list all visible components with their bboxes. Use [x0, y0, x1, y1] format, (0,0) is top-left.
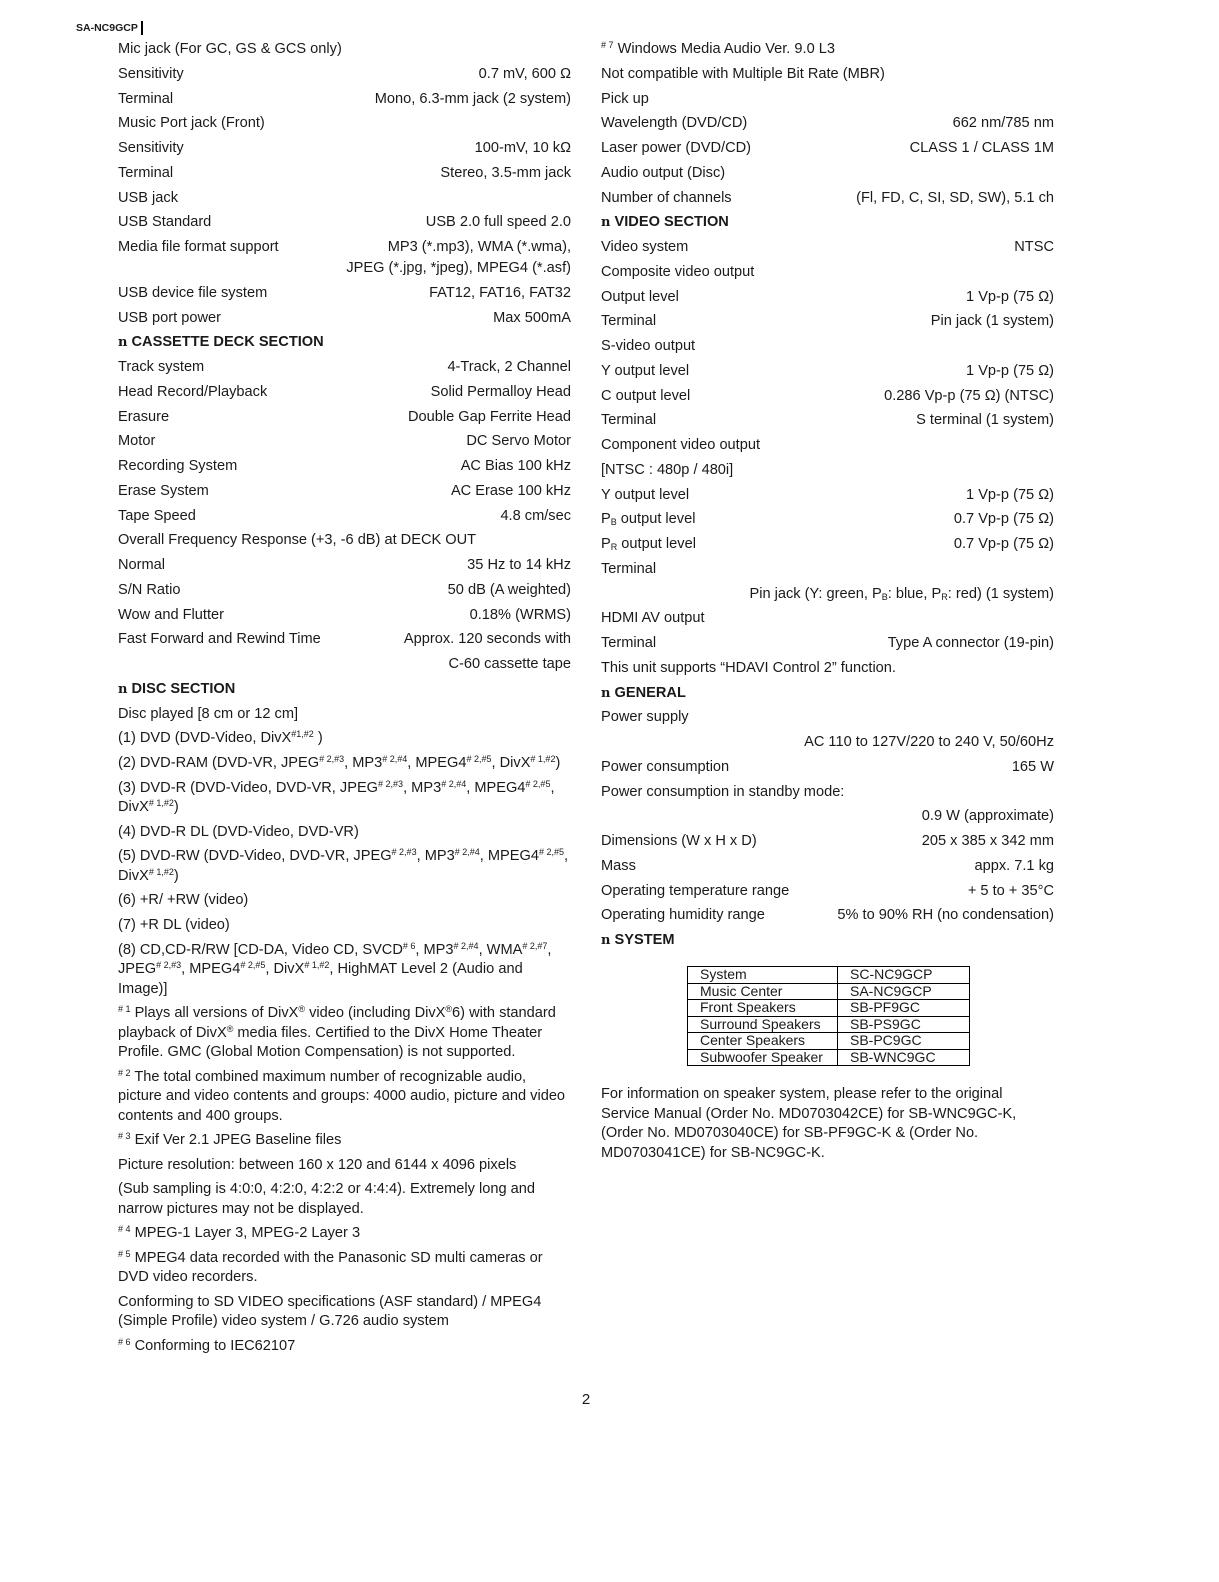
table-row: Subwoofer Speaker SB-WNC9GC	[688, 1049, 970, 1066]
spec-row: Sensitivity 0.7 mV, 600 Ω	[118, 65, 571, 82]
spec-row: Y output level 1 Vp-p (75 Ω)	[601, 362, 1054, 379]
spec-row: Wavelength (DVD/CD) 662 nm/785 nm	[601, 115, 1054, 132]
power-supply-title: Power supply	[601, 709, 689, 726]
footnote-6: $^{\# 6}$ Conforming to IEC62107	[118, 1336, 296, 1354]
spec-row: Video system NTSC	[601, 239, 1054, 255]
component-format: [NTSC : 480p / 480i]	[601, 461, 734, 478]
spec-row: Tape Speed 4.8 cm/sec	[118, 507, 571, 524]
disc-item: (3) DVD-R (DVD-Video, DVD-VR, $JPEG^{\# 2,\#3}$, $MP3^{\# 2,\#4}$, $MPEG4^{\# 2,\#5}$, DivX$^{\# 1,\#2}$)	[118, 778, 555, 815]
audio-output-title: Audio output (Disc)	[601, 164, 726, 181]
disc-item: (2) DVD-RAM (DVD-VR, $JPEG^{\# 2,\#3}$, $MP3^{\# 2,\#4}$, $MPEG4^{\# 2,\#5}$, DivX$^{\# 1,\#2}$)	[118, 754, 561, 771]
video-section-heading: n VIDEO SECTION	[601, 214, 729, 231]
footnote-1: $^{\# 1}$ Plays all versions of DivX® video (including DivX®6) with standard playback of DivX® media files. Certified to the DivX Home Theater Profile. GMC (Global Motion Compensation) is not supported.	[118, 1004, 556, 1061]
svideo-title: S-video output	[601, 338, 696, 354]
spec-row: $P_R$ output level 0.7 Vp-p (75 Ω)	[601, 536, 1054, 552]
spec-row: Recording System AC Bias 100 kHz	[118, 458, 571, 474]
spec-row: Sensitivity 100-mV, 10 kΩ	[118, 140, 571, 156]
spec-row: Power consumption 165 W	[601, 758, 1054, 775]
freq-response-title: Overall Frequency Response (+3, -6 dB) at DECK OUT	[118, 532, 477, 549]
disc-item: (7) +R DL (video)	[118, 917, 230, 933]
system-section-heading: n SYSTEM	[601, 932, 675, 948]
disc-item: (6) +R/ +RW (video)	[118, 892, 249, 909]
general-section-heading: n GENERAL	[601, 684, 686, 701]
table-row: Front Speakers SB-PF9GC	[688, 1000, 970, 1017]
spec-row: S/N Ratio 50 dB (A weighted)	[118, 581, 571, 598]
section-bullet-icon: n	[601, 215, 611, 231]
disc-item: (1) DVD (DVD-Video, DivX$^{\#1,\#2}$ )	[118, 729, 323, 747]
footnote-5: $^{\# 5}$ MPEG4 data recorded with the Panasonic SD multi cameras or DVD video recorders.	[118, 1248, 543, 1286]
system-table	[687, 966, 970, 1066]
power-supply-value: AC 110 to 127V/220 to 240 V, 50/60Hz	[804, 734, 1054, 750]
music-port-title: Music Port jack (Front)	[118, 115, 265, 132]
spec-row: Erasure Double Gap Ferrite Head	[118, 408, 571, 425]
spec-row: $P_B$ output level 0.7 Vp-p (75 Ω)	[601, 511, 1054, 528]
footnote-5-conforming: Conforming to SD VIDEO specifications (ASF standard) / MPEG4 (Simple Profile) video system / G.726 audio system	[118, 1293, 542, 1330]
spec-row-continued: JPEG (*.jpg, *jpeg), MPEG4 (*.asf)	[346, 260, 571, 276]
model-tag: SA-NC9GCP	[76, 21, 143, 35]
disc-item: (8) CD,CD-R/RW [CD-DA, Video CD, SVCD$^{\# 6}$, $MP3^{\# 2,\#4}$, $WMA^{\# 2,\#7}$, $JPEG^{\# 2,\#3}$, $MPEG4^{\# 2,\#5}$, DivX$^{\# 1,\#2}$, HighMAT Level 2 (Audio and Image)]	[118, 940, 552, 997]
spec-row: Wow and Flutter 0.18% (WRMS)	[118, 606, 571, 623]
footnote-3-sampling: (Sub sampling is 4:0:0, 4:2:0, 4:2:2 or 4:4:4). Extremely long and narrow pictures may not be displayed.	[118, 1181, 535, 1217]
spec-row: Terminal Stereo, 3.5-mm jack	[118, 164, 571, 181]
spec-row: Terminal Pin jack (1 system)	[601, 313, 1054, 330]
spec-row: Laser power (DVD/CD) CLASS 1 / CLASS 1M	[601, 140, 1054, 156]
mbr-note: Not compatible with Multiple Bit Rate (MBR)	[601, 65, 885, 82]
spec-row: Terminal S terminal (1 system)	[601, 412, 1054, 429]
spec-row: Head Record/Playback Solid Permalloy Head	[118, 383, 571, 400]
component-terminal-value: Pin jack (Y: green, $P_B$: blue, $P_R$: red) (1 system)	[749, 585, 1054, 602]
disc-played: Disc played [8 cm or 12 cm]	[118, 705, 299, 722]
spec-row: C output level 0.286 Vp-p (75 Ω) (NTSC)	[601, 387, 1054, 404]
composite-title: Composite video output	[601, 263, 755, 280]
spec-row: USB device file system FAT12, FAT16, FAT32	[118, 284, 571, 301]
disc-item: (4) DVD-R DL (DVD-Video, DVD-VR)	[118, 823, 359, 840]
table-row: System SC-NC9GCP	[688, 967, 970, 984]
disc-section-heading: n DISC SECTION	[118, 680, 236, 697]
speaker-info-note: For information on speaker system, please refer to the original Service Manual (Order No. MD0703042CE) for SB-WNC9GC-K, (Order No. MD0703040CE) for SB-PF9GC-K & (Order No. MD0703041CE) for SB-NC9GC-K.	[601, 1086, 1017, 1161]
standby-title: Power consumption in standby mode:	[601, 783, 845, 800]
spec-row: USB port power Max 500mA	[118, 309, 571, 326]
table-row: Music Center SA-NC9GCP	[688, 983, 970, 1000]
spec-row: Fast Forward and Rewind Time Approx. 120 seconds with	[118, 631, 571, 648]
spec-row: Media file format support MP3 (*.mp3), WMA (*.wma),	[118, 239, 571, 255]
pickup-title: Pick up	[601, 90, 649, 107]
spec-row: Terminal Type A connector (19-pin)	[601, 635, 1054, 651]
section-bullet-icon: n	[601, 685, 611, 701]
spec-row: Terminal Mono, 6.3-mm jack (2 system)	[118, 90, 571, 107]
section-bullet-icon: n	[118, 335, 128, 351]
spec-row: Output level 1 Vp-p (75 Ω)	[601, 288, 1054, 305]
cassette-section-heading: n CASSETTE DECK SECTION	[118, 334, 324, 351]
spec-row: Operating temperature range + 5 to + 35°C	[601, 882, 1054, 899]
table-row: Center Speakers SB-PC9GC	[688, 1033, 970, 1050]
spec-row: Number of channels (Fl, FD, C, SI, SD, SW), 5.1 ch	[601, 189, 1054, 206]
usb-jack-title: USB jack	[118, 189, 179, 206]
footnote-4: $^{\# 4}$ MPEG-1 Layer 3, MPEG-2 Layer 3	[118, 1224, 361, 1242]
standby-value: 0.9 W (approximate)	[921, 808, 1054, 825]
spec-row: Mass appx. 7.1 kg	[601, 857, 1054, 874]
spec-row: Operating humidity range 5% to 90% RH (no condensation)	[601, 907, 1054, 924]
spec-row: Y output level 1 Vp-p (75 Ω)	[601, 486, 1054, 503]
section-bullet-icon: n	[601, 933, 611, 948]
table-row: Surround Speakers SB-PS9GC	[688, 1016, 970, 1033]
component-terminal-label: Terminal	[601, 560, 657, 577]
spec-row-continued: C-60 cassette tape	[448, 656, 571, 672]
footnote-3-resolution: Picture resolution: between 160 x 120 and 6144 x 4096 pixels	[118, 1156, 517, 1173]
spec-row: Track system 4-Track, 2 Channel	[118, 359, 571, 375]
disc-item: (5) DVD-RW (DVD-Video, DVD-VR, $JPEG^{\# 2,\#3}$, $MP3^{\# 2,\#4}$, $MPEG4^{\# 2,\#5}$, DivX$^{\# 1,\#2}$)	[118, 847, 569, 884]
spec-row: Dimensions (W x H x D) 205 x 385 x 342 mm	[601, 833, 1054, 849]
spec-row: USB Standard USB 2.0 full speed 2.0	[118, 214, 571, 231]
spec-row: Motor DC Servo Motor	[118, 433, 571, 450]
hdmi-title: HDMI AV output	[601, 610, 705, 627]
spec-row: Normal 35 Hz to 14 kHz	[118, 557, 571, 573]
left-column	[118, 40, 571, 1361]
footnote-3: $^{\# 3}$ Exif Ver 2.1 JPEG Baseline files	[118, 1131, 342, 1149]
spec-row: Erase System AC Erase 100 kHz	[118, 482, 571, 499]
section-bullet-icon: n	[118, 681, 128, 697]
footnote-7: $^{\# 7}$ Windows Media Audio Ver. 9.0 L3	[601, 40, 835, 57]
page-number: 2	[581, 1391, 591, 1408]
footnote-2: $^{\# 2}$ The total combined maximum number of recognizable audio, picture and video contents and groups: 4000 audio, picture and video contents and 400 groups.	[118, 1067, 566, 1124]
hdavi-note: This unit supports “HDAVI Control 2” function.	[601, 659, 896, 676]
component-title: Component video output	[601, 437, 761, 453]
right-column	[601, 40, 1054, 956]
mic-jack-title: Mic jack (For GC, GS & GCS only)	[118, 41, 342, 57]
